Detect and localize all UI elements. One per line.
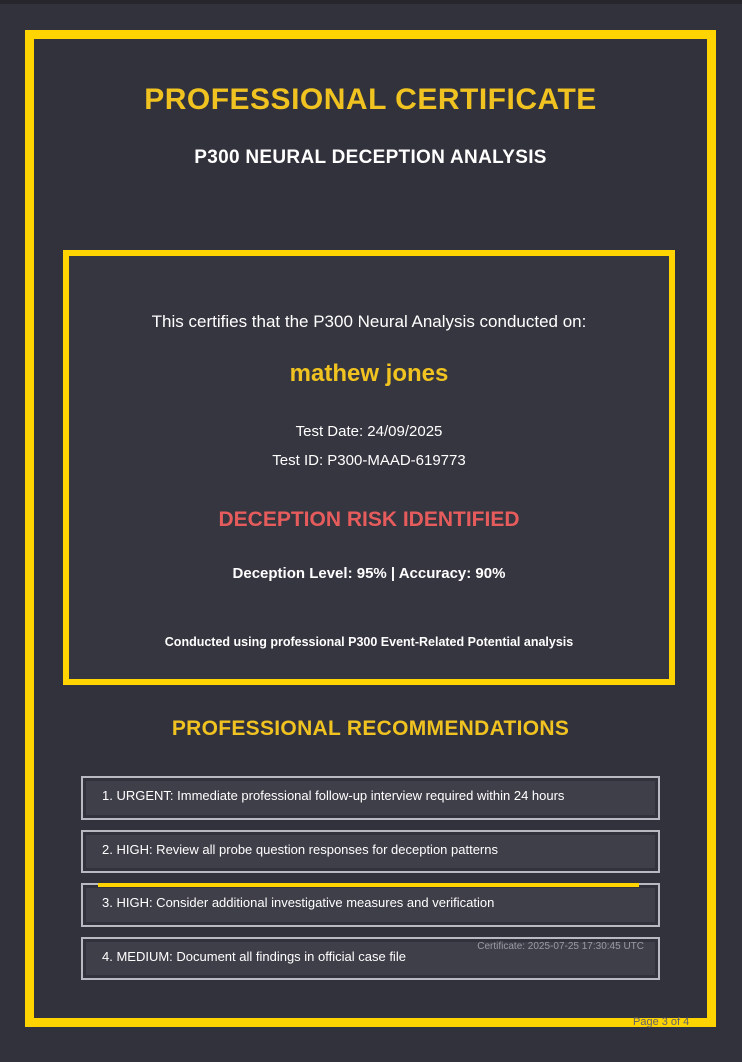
page-subtitle: P300 NEURAL DECEPTION ANALYSIS <box>194 147 547 168</box>
recommendations-list <box>81 776 660 990</box>
certify-intro-text: This certifies that the P300 Neural Analysis conducted on: <box>151 312 587 331</box>
subject-name: mathew jones <box>289 360 449 388</box>
deception-risk-result: DECEPTION RISK IDENTIFIED <box>218 508 520 532</box>
page-number: Page 3 of 4 <box>633 1016 690 1028</box>
page-top-edge <box>0 0 742 4</box>
certificate-outer-frame <box>25 30 716 1027</box>
recommendation-text: 3. HIGH: Consider additional investigative measures and verification <box>86 888 655 922</box>
test-id: Test ID: P300-MAAD-619773 <box>272 452 466 470</box>
analysis-method-note: Conducted using professional P300 Event-Related Potential analysis <box>164 635 574 650</box>
recommendation-text: 4. MEDIUM: Document all findings in official case file <box>86 942 655 976</box>
certificate-inner-box <box>63 250 675 685</box>
recommendation-item-2 <box>81 830 660 874</box>
recommendations-heading: PROFESSIONAL RECOMMENDATIONS <box>171 717 570 740</box>
deception-metrics: Deception Level: 95% | Accuracy: 90% <box>232 565 506 583</box>
recommendation-text: 1. URGENT: Immediate professional follow-up interview required within 24 hours <box>86 781 655 815</box>
certificate-timestamp: Certificate: 2025-07-25 17:30:45 UTC <box>477 940 644 952</box>
recommendation-item-1 <box>81 776 660 820</box>
recommendation-text: 2. HIGH: Review all probe question responses for deception patterns <box>86 835 655 869</box>
recommendation-item-4 <box>81 937 660 981</box>
recommendation-item-3 <box>81 883 660 927</box>
test-date: Test Date: 24/09/2025 <box>295 423 443 441</box>
page-title: PROFESSIONAL CERTIFICATE <box>144 83 597 116</box>
